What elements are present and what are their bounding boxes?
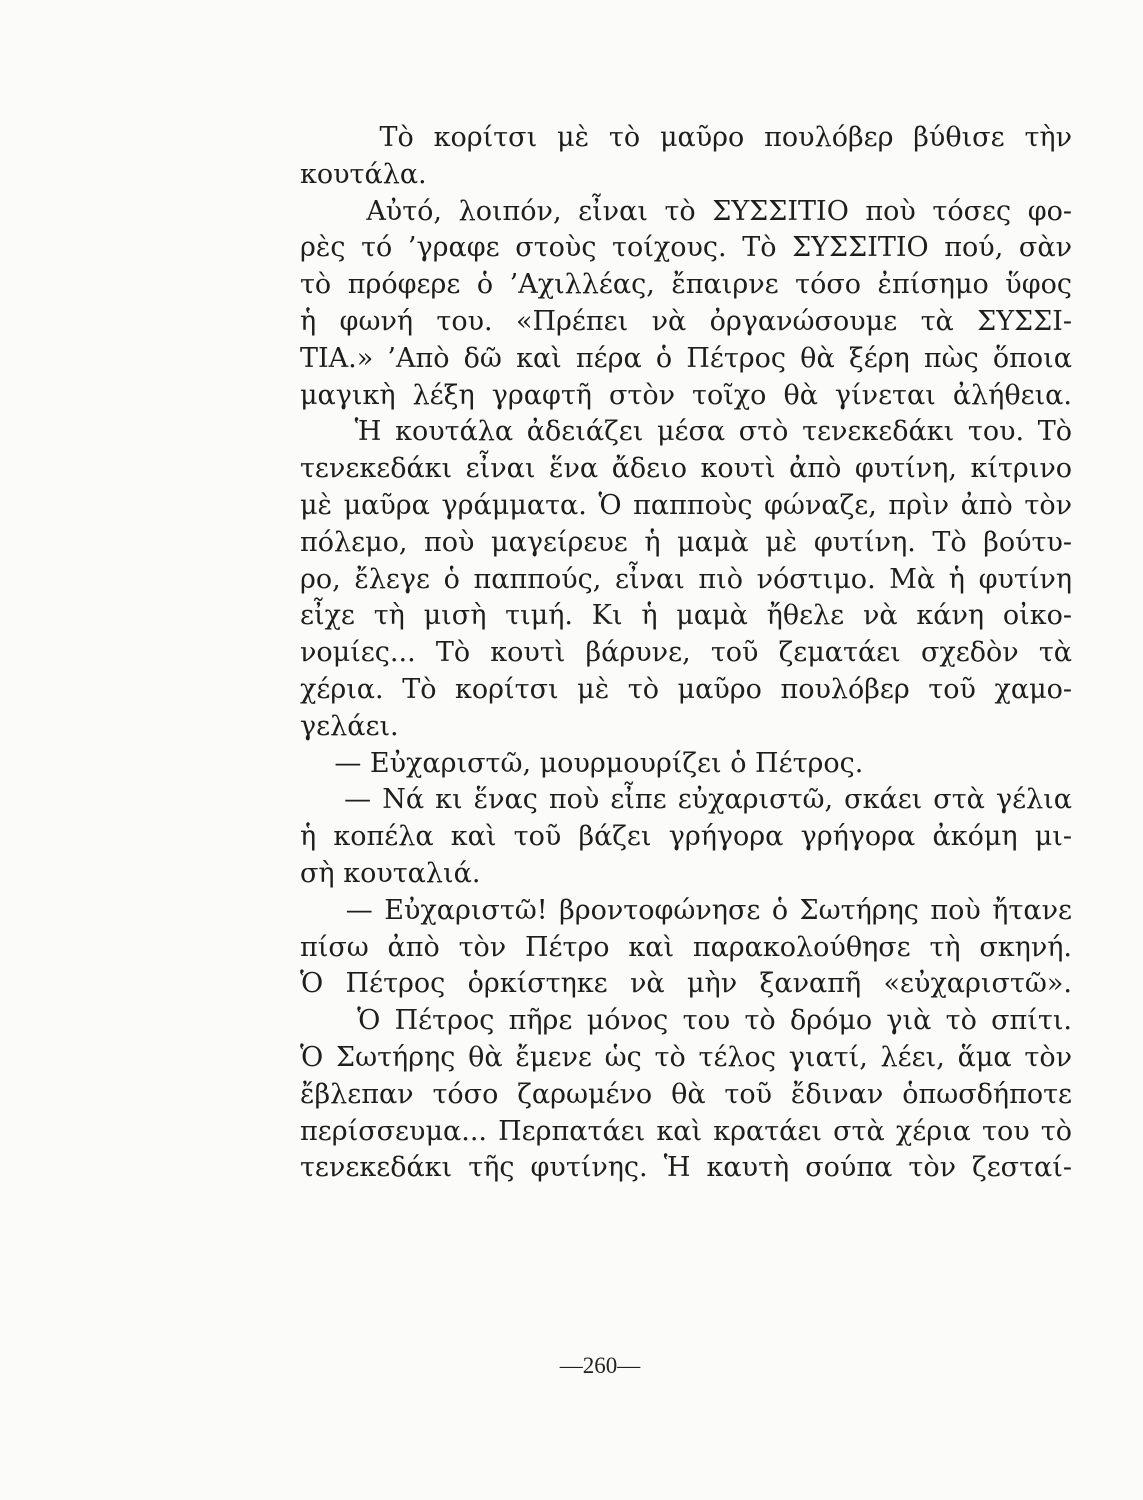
text-line: πίσω ἀπὸ τὸν Πέτρο καὶ παρακολούθησε τὴ σκηνή. <box>300 931 1072 963</box>
text-line: εἶχε τὴ μισὴ τιμή. Κι ἡ μαμὰ ἤθελε νὰ κάνη οἰκο- <box>300 600 1072 632</box>
text-line: γελάει. <box>300 710 399 742</box>
text-line: Ἡ κουτάλα ἀδειάζει μέσα στὸ τενεκεδάκι του. Τὸ <box>300 416 1072 448</box>
page-number: —260— <box>559 1353 641 1378</box>
text-line: μὲ μαῦρα γράμματα. Ὁ παπποὺς φώναζε, πρὶν ἀπὸ τὸν <box>300 489 1072 521</box>
text-line: ἡ φωνή του. «Πρέπει νὰ ὀργανώσουμε τὰ ΣΥΣΣΙ- <box>300 305 1072 337</box>
body-text <box>300 120 1072 1187</box>
text-line: — Εὐχαριστῶ, μουρμουρίζει ὁ Πέτρος. <box>300 747 864 779</box>
text-line: — Νά κι ἕνας ποὺ εἶπε εὐχαριστῶ, σκάει στὰ γέλια <box>300 784 1072 816</box>
text-line: τὸ πρόφερε ὁ ’Αχιλλέας, ἔπαιρνε τόσο ἐπίσημο ὕφος <box>300 269 1072 301</box>
text-line: ΤΙΑ.» ’Απὸ δῶ καὶ πέρα ὁ Πέτρος θὰ ξέρη πὼς ὅποια <box>300 342 1072 374</box>
text-line: περίσσευμα... Περπατάει καὶ κρατάει στὰ χέρια του τὸ <box>300 1115 1072 1147</box>
text-line: κουτάλα. <box>300 158 427 190</box>
text-line: Ὁ Σωτήρης θὰ ἔμενε ὡς τὸ τέλος γιατί, λέει, ἅμα τὸν <box>300 1041 1072 1073</box>
text-line: ἔβλεπαν τόσο ζαρωμένο θὰ τοῦ ἔδιναν ὁπωσδήποτε <box>300 1078 1072 1110</box>
text-line: νομίες... Τὸ κουτὶ βάρυνε, τοῦ ζεματάει σχεδὸν τὰ <box>300 637 1072 669</box>
text-line: Αὐτό, λοιπόν, εἶναι τὸ ΣΥΣΣΙΤΙΟ ποὺ τόσες φο- <box>300 195 1072 227</box>
text-line: — Εὐχαριστῶ! βροντοφώνησε ὁ Σωτήρης ποὺ ἤτανε <box>300 894 1072 926</box>
text-line: τενεκεδάκι τῆς φυτίνης. Ἡ καυτὴ σούπα τὸν ζεσταί- <box>300 1152 1072 1184</box>
text-line: μαγικὴ λέξη γραφτῆ στὸν τοῖχο θὰ γίνεται ἀλήθεια. <box>300 379 1072 411</box>
text-line: ἡ κοπέλα καὶ τοῦ βάζει γρήγορα γρήγορα ἀκόμη μι- <box>300 821 1072 853</box>
text-line: ρο, ἔλεγε ὁ παππούς, εἶναι πιὸ νόστιμο. Μὰ ἡ φυτίνη <box>300 563 1072 595</box>
text-line: πόλεμο, ποὺ μαγείρευε ἡ μαμὰ μὲ φυτίνη. Τὸ βούτυ- <box>300 526 1072 558</box>
text-line: Τὸ κορίτσι μὲ τὸ μαῦρο πουλόβερ βύθισε τὴν <box>300 122 1072 153</box>
text-line: σὴ κουταλιά. <box>300 857 481 889</box>
text-line: Ὁ Πέτρος πῆρε μόνος του τὸ δρόμο γιὰ τὸ σπίτι. <box>300 1005 1072 1037</box>
text-line: χέρια. Τὸ κορίτσι μὲ τὸ μαῦρο πουλόβερ τοῦ χαμο- <box>300 673 1072 705</box>
text-line: τενεκεδάκι εἶναι ἕνα ἄδειο κουτὶ ἀπὸ φυτίνη, κίτρινο <box>300 453 1072 485</box>
text-line: ρὲς τό ’γραφε στοὺς τοίχους. Τὸ ΣΥΣΣΙΤΙΟ πού, σὰν <box>300 232 1072 264</box>
text-line: Ὁ Πέτρος ὁρκίστηκε νὰ μὴν ξαναπῆ «εὐχαριστῶ». <box>300 968 1072 1000</box>
